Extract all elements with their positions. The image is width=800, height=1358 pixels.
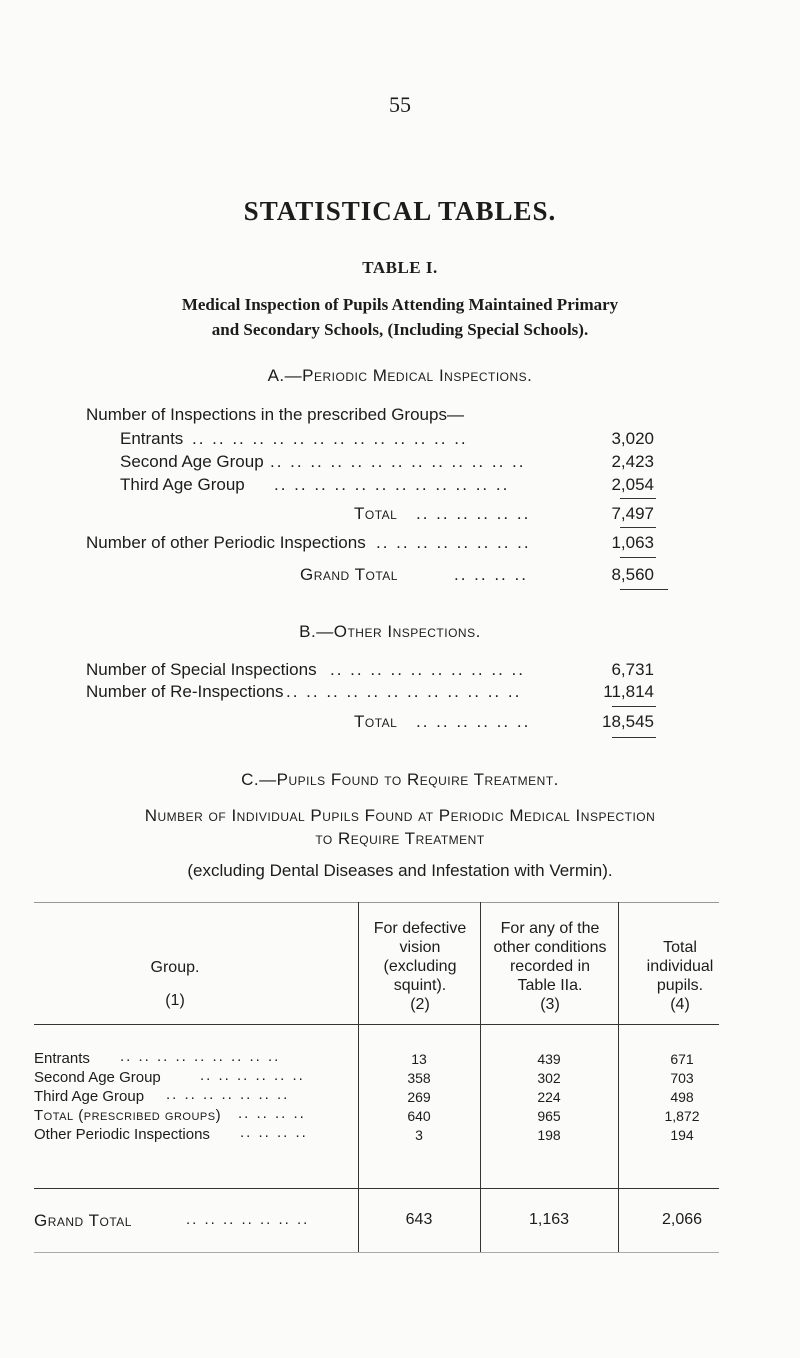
sum-rule	[612, 737, 656, 738]
dot-leader: .. .. .. .. .. .. ..	[186, 1211, 310, 1228]
column-header-line: squint).	[393, 977, 447, 994]
column-header-line: For defective	[373, 920, 467, 937]
column-header-line: vision	[399, 939, 441, 956]
row-label: Entrants	[34, 1050, 90, 1067]
column-header-line: Total	[663, 939, 697, 956]
section-a-row-label: Second Age Group	[120, 452, 264, 471]
section-a-other-label: Number of other Periodic Inspections	[86, 533, 366, 552]
section-b-row-label: Number of Re-Inspections	[86, 682, 284, 701]
column-header-line: For any of the	[500, 920, 600, 937]
table-title: TABLE I.	[362, 258, 438, 277]
sum-rule	[620, 589, 668, 590]
column-header-other-conditions	[482, 919, 618, 1014]
dot-leader: .. .. .. .. .. .. .. .. ..	[120, 1048, 281, 1065]
cell-total: 671	[670, 1051, 694, 1067]
dot-leader: .. .. .. .. .. .. .. .. .. .. .. ..	[286, 682, 522, 701]
sum-rule	[620, 557, 656, 558]
cell-vision: 640	[407, 1108, 431, 1124]
section-c-subheading-line-2: to Require Treatment	[315, 829, 485, 848]
section-c-note: (excluding Dental Diseases and Infestation with Vermin).	[187, 861, 613, 880]
cell-total: 703	[670, 1070, 694, 1086]
dot-leader: .. .. .. .. .. ..	[416, 712, 531, 731]
section-a-grand-total-label: Grand Total	[300, 565, 398, 584]
main-title: STATISTICAL TABLES.	[243, 196, 557, 226]
dot-leader: .. .. .. .. .. ..	[200, 1067, 305, 1084]
grand-total-total: 2,066	[661, 1211, 703, 1228]
column-number: (1)	[165, 992, 185, 1009]
column-header-line: Group.	[150, 959, 200, 976]
section-a-heading: A.—Periodic Medical Inspections.	[267, 366, 533, 385]
dot-leader: .. .. .. ..	[454, 565, 528, 584]
dot-leader: .. .. .. .. .. .. .. .. .. .. .. .. .. ..	[192, 429, 468, 448]
row-label: Third Age Group	[34, 1088, 145, 1105]
column-header-vision	[360, 919, 480, 1014]
section-b-total-value: 18,545	[602, 712, 654, 731]
section-a-other-value: 1,063	[611, 533, 654, 552]
section-a-row-label: Third Age Group	[120, 475, 245, 494]
cell-other: 198	[537, 1127, 561, 1143]
column-header-group	[60, 958, 290, 1010]
dot-leader: .. .. .. .. .. .. .. .. .. ..	[330, 660, 525, 679]
subtitle-line-2: and Secondary Schools, (Including Special Schools).	[211, 320, 589, 339]
cell-other: 302	[537, 1070, 561, 1086]
page-number: 55	[389, 92, 411, 117]
sum-rule	[620, 498, 656, 499]
dot-leader: .. .. .. .. .. .. .. .. .. .. .. ..	[274, 475, 510, 494]
section-a-total-value: 7,497	[611, 504, 654, 523]
cell-vision: 3	[415, 1127, 423, 1143]
cell-vision: 358	[407, 1070, 431, 1086]
grand-total-label: Grand Total	[34, 1211, 132, 1230]
column-header-line: other conditions	[493, 939, 607, 956]
dot-leader: .. .. .. .. .. .. .. .. .. .. .. .. ..	[270, 452, 526, 471]
column-header-line: recorded in	[509, 958, 591, 975]
table-top-rule	[34, 902, 719, 903]
column-divider	[618, 902, 619, 1252]
section-a-intro: Number of Inspections in the prescribed Groups—	[86, 405, 464, 424]
dot-leader: .. .. .. .. .. .. ..	[166, 1086, 290, 1103]
grand-total-vision: 643	[405, 1211, 433, 1228]
cell-other: 965	[537, 1108, 561, 1124]
column-number: (3)	[540, 996, 560, 1013]
column-header-total	[620, 938, 740, 1014]
header-rule	[34, 1024, 719, 1025]
column-header-line: individual	[646, 958, 714, 975]
section-a-row-value: 2,423	[611, 452, 654, 471]
cell-total: 1,872	[664, 1108, 700, 1124]
dot-leader: .. .. .. ..	[238, 1105, 306, 1122]
dot-leader: .. .. .. .. .. ..	[416, 504, 531, 523]
section-b-total-label: Total	[354, 712, 398, 731]
section-c-heading: C.—Pupils Found to Require Treatment.	[241, 770, 559, 789]
section-b-row-value: 6,731	[611, 660, 654, 679]
column-header-line: Table IIa.	[517, 977, 583, 994]
dot-leader: .. .. .. .. .. .. .. ..	[376, 533, 531, 552]
section-a-row-value: 3,020	[611, 429, 654, 448]
grand-total-rule	[34, 1188, 719, 1189]
sum-rule	[620, 527, 656, 528]
row-label: Total (prescribed groups)	[34, 1107, 222, 1124]
section-a-grand-total-value: 8,560	[611, 565, 654, 584]
column-number: (2)	[410, 996, 430, 1013]
column-header-line: (excluding	[383, 958, 457, 975]
section-c-subheading-line-1: Number of Individual Pupils Found at Periodic Medical Inspection	[144, 806, 656, 825]
row-label: Other Periodic Inspections	[34, 1126, 210, 1143]
cell-vision: 269	[407, 1089, 431, 1105]
section-b-row-label: Number of Special Inspections	[86, 660, 317, 679]
cell-total: 498	[670, 1089, 694, 1105]
cell-total: 194	[670, 1127, 694, 1143]
column-header-line: pupils.	[656, 977, 704, 994]
cell-vision: 13	[411, 1051, 427, 1067]
section-b-heading: B.—Other Inspections.	[299, 622, 481, 641]
sum-rule	[612, 706, 656, 707]
section-a-row-value: 2,054	[611, 475, 654, 494]
dot-leader: .. .. .. ..	[240, 1124, 308, 1141]
column-divider	[480, 902, 481, 1252]
cell-other: 439	[537, 1051, 561, 1067]
section-a-row-label: Entrants	[120, 429, 184, 448]
cell-other: 224	[537, 1089, 561, 1105]
section-b-row-value: 11,814	[603, 682, 654, 701]
row-label: Second Age Group	[34, 1069, 161, 1086]
grand-total-other: 1,163	[528, 1211, 570, 1228]
subtitle-line-1: Medical Inspection of Pupils Attending Maintained Primary	[181, 295, 619, 314]
column-number: (4)	[670, 996, 690, 1013]
table-bottom-rule	[34, 1252, 719, 1253]
section-a-total-label: Total	[354, 504, 398, 523]
